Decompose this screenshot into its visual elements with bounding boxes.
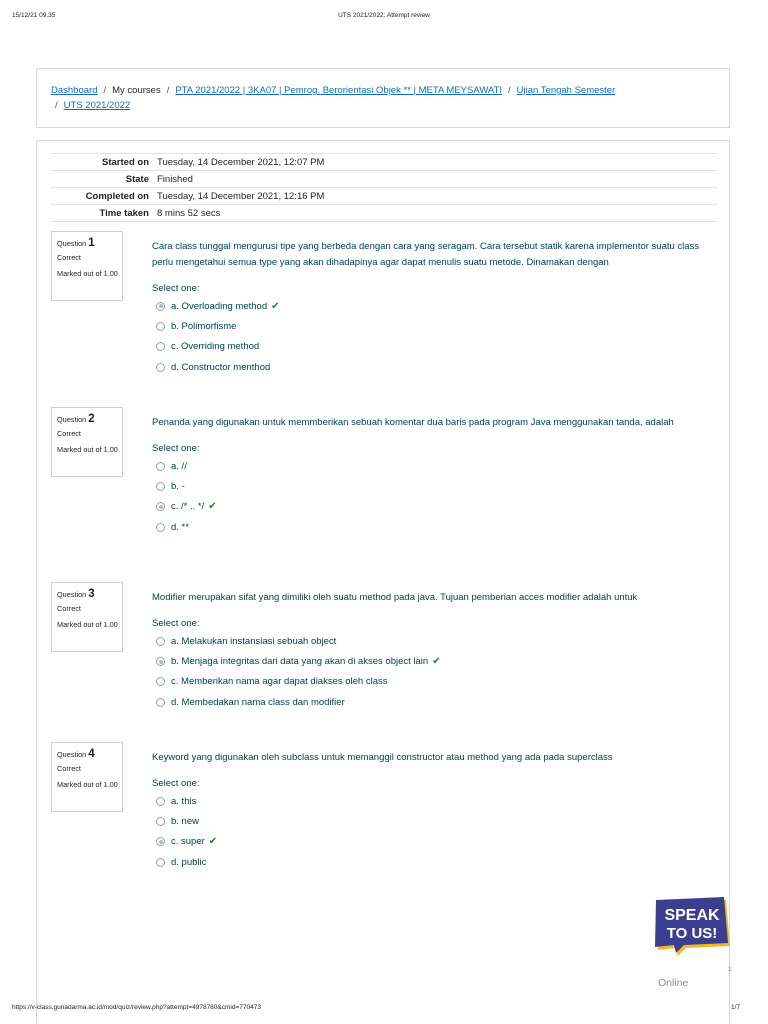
radio-button[interactable] bbox=[156, 817, 165, 826]
summary-value: Tuesday, 14 December 2021, 12:07 PM bbox=[157, 154, 717, 171]
answer-option[interactable] bbox=[152, 651, 712, 671]
breadcrumb-course[interactable]: PTA 2021/2022 | 3KA07 | Pemrog. Berorientasi Objek ** | META MEYSAWATI bbox=[175, 85, 503, 96]
attempt-summary-table bbox=[51, 153, 717, 222]
speak-to-us-badge[interactable] bbox=[652, 896, 732, 958]
radio-button[interactable] bbox=[156, 502, 165, 511]
answer-label: d. ** bbox=[171, 521, 189, 533]
badge-line-1: SPEAK bbox=[664, 907, 720, 924]
question-number-value: 3 bbox=[88, 588, 95, 600]
question-number bbox=[57, 589, 118, 600]
answer-label: a. this bbox=[171, 795, 197, 807]
question-content bbox=[152, 590, 712, 713]
radio-button[interactable] bbox=[156, 677, 165, 686]
summary-label: Started on bbox=[51, 154, 157, 171]
summary-label: State bbox=[51, 171, 157, 188]
summary-row bbox=[51, 171, 717, 188]
radio-button[interactable] bbox=[156, 322, 165, 331]
answer-option[interactable] bbox=[152, 497, 712, 517]
radio-button[interactable] bbox=[156, 797, 165, 806]
summary-row bbox=[51, 205, 717, 222]
question-status: Correct bbox=[57, 764, 81, 773]
question-text: Modifier merupakan sifat yang dimiliki oleh suatu method pada java. Tujuan pemberian acces modifier adalah untuk bbox=[152, 592, 638, 603]
breadcrumb-separator: / bbox=[508, 85, 511, 96]
summary-label: Completed on bbox=[51, 188, 157, 205]
radio-button[interactable] bbox=[156, 302, 165, 311]
check-icon: ✔ bbox=[208, 836, 218, 848]
question-number-value: 1 bbox=[88, 237, 95, 249]
question-info bbox=[51, 582, 123, 652]
summary-row bbox=[51, 188, 717, 205]
answer-label: a. Overloading method bbox=[171, 300, 268, 312]
breadcrumb-section[interactable]: Ujian Tengah Semester bbox=[516, 85, 616, 96]
radio-button[interactable] bbox=[156, 637, 165, 646]
answer-option[interactable] bbox=[152, 357, 712, 377]
check-icon: ✔ bbox=[208, 501, 217, 513]
select-one-label: Select one: bbox=[152, 443, 200, 454]
answer-option[interactable] bbox=[152, 791, 712, 811]
answer-option[interactable] bbox=[152, 337, 712, 357]
summary-row bbox=[51, 154, 717, 171]
check-icon: ✔ bbox=[271, 300, 280, 312]
answer-list bbox=[152, 631, 712, 713]
answer-label: c. super bbox=[171, 836, 205, 848]
question-status: Correct bbox=[57, 604, 81, 613]
answer-label: d. Membedakan nama class dan modifier bbox=[171, 696, 345, 708]
answer-label: b. - bbox=[171, 481, 185, 493]
select-one-label: Select one: bbox=[152, 618, 200, 629]
radio-button[interactable] bbox=[156, 462, 165, 471]
radio-button[interactable] bbox=[156, 858, 165, 867]
answer-option[interactable] bbox=[152, 692, 712, 712]
answer-label: c. Overriding method bbox=[171, 341, 260, 353]
summary-value: Tuesday, 14 December 2021, 12:16 PM bbox=[157, 188, 717, 205]
question-label: Question bbox=[57, 750, 87, 759]
answer-label: d. public bbox=[171, 856, 207, 868]
answer-label: b. new bbox=[171, 816, 199, 828]
radio-button[interactable] bbox=[156, 657, 165, 666]
summary-label: Time taken bbox=[51, 205, 157, 222]
question-number-value: 2 bbox=[88, 413, 95, 425]
summary-value: Finished bbox=[157, 171, 717, 188]
question-number bbox=[57, 749, 118, 760]
breadcrumb-separator: / bbox=[103, 85, 107, 96]
print-datetime: 15/12/21 09.35 bbox=[12, 12, 56, 19]
breadcrumb-separator: / bbox=[166, 85, 170, 96]
breadcrumb-my-courses: My courses bbox=[112, 85, 161, 96]
radio-button[interactable] bbox=[156, 342, 165, 351]
question-status: Correct bbox=[57, 429, 81, 438]
answer-label: a. // bbox=[171, 460, 187, 472]
question-text: Keyword yang digunakan oleh subclass untuk memanggil constructor atau method yang ada pada superclass bbox=[152, 752, 613, 763]
answer-option[interactable] bbox=[152, 456, 712, 476]
answer-option[interactable] bbox=[152, 476, 712, 496]
question-info bbox=[51, 231, 123, 301]
question-number bbox=[57, 414, 118, 425]
radio-button[interactable] bbox=[156, 698, 165, 707]
question-info bbox=[51, 742, 123, 812]
breadcrumb bbox=[36, 68, 730, 128]
radio-button[interactable] bbox=[156, 363, 165, 372]
radio-button[interactable] bbox=[156, 482, 165, 491]
answer-list bbox=[152, 456, 712, 538]
question-marks: Marked out of 1.00 bbox=[57, 780, 118, 789]
radio-button[interactable] bbox=[156, 837, 165, 846]
question-text: Penanda yang digunakan untuk memmberikan sebuah komentar dua baris pada program Java menggunakan tanda, adalah bbox=[152, 417, 674, 428]
page-number: 1 bbox=[728, 966, 732, 973]
breadcrumb-dashboard[interactable]: Dashboard bbox=[51, 85, 98, 96]
question-status: Correct bbox=[57, 253, 81, 262]
question-text: Cara class tunggal mengurusi tipe yang berbeda dengan cara yang seragam. Cara tersebut statik karena implementor suatu class perlu mengetahui semua type yang akan dihadapinya agar dapat menulis suatu metode. Dinamakan dengan bbox=[152, 241, 700, 268]
question-number-value: 4 bbox=[88, 748, 95, 760]
answer-label: b. Menjaga integritas dari data yang akan di akses object lain bbox=[171, 656, 429, 668]
answer-option[interactable] bbox=[152, 296, 712, 316]
answer-label: d. Constructor menthod bbox=[171, 361, 271, 373]
answer-label: c. /* .. */ bbox=[171, 501, 205, 513]
print-url: https://v-class.gunadarma.ac.id/mod/quiz/review.php?attempt=4978780&cmid=770473 bbox=[12, 1004, 261, 1011]
breadcrumb-quiz[interactable]: UTS 2021/2022 bbox=[63, 100, 131, 111]
question-number bbox=[57, 238, 118, 249]
answer-list bbox=[152, 296, 712, 378]
answer-label: a. Melakukan instansiasi sebuah object bbox=[171, 635, 337, 647]
question-label: Question bbox=[57, 590, 87, 599]
summary-value: 8 mins 52 secs bbox=[157, 205, 717, 222]
speak-bubble-icon bbox=[652, 896, 732, 958]
answer-option[interactable] bbox=[152, 631, 712, 651]
question-marks: Marked out of 1.00 bbox=[57, 620, 118, 629]
answer-option[interactable] bbox=[152, 517, 712, 537]
question-label: Question bbox=[57, 239, 87, 248]
question-label: Question bbox=[57, 415, 87, 424]
breadcrumb-separator: / bbox=[55, 100, 58, 111]
select-one-label: Select one: bbox=[152, 283, 200, 294]
answer-option[interactable] bbox=[152, 672, 712, 692]
online-status: Online bbox=[658, 977, 689, 989]
answer-option[interactable] bbox=[152, 832, 712, 852]
attempt-review bbox=[36, 140, 730, 1024]
question-info bbox=[51, 407, 123, 477]
print-page-title: UTS 2021/2022: Attempt review bbox=[338, 12, 430, 19]
question-content bbox=[152, 750, 712, 873]
answer-option[interactable] bbox=[152, 316, 712, 336]
print-page-count: 1/7 bbox=[730, 1004, 740, 1011]
question-content bbox=[152, 239, 712, 378]
radio-button[interactable] bbox=[156, 523, 165, 532]
select-one-label: Select one: bbox=[152, 778, 200, 789]
answer-option[interactable] bbox=[152, 852, 712, 872]
check-icon: ✔ bbox=[432, 656, 441, 668]
badge-line-2: TO US! bbox=[666, 925, 718, 942]
answer-option[interactable] bbox=[152, 811, 712, 831]
answer-label: c. Memberikan nama agar dapat diakses oleh class bbox=[171, 676, 388, 688]
question-content bbox=[152, 415, 712, 538]
answer-list bbox=[152, 791, 712, 873]
answer-label: b. Polimorfisme bbox=[171, 321, 237, 333]
question-marks: Marked out of 1.00 bbox=[57, 445, 118, 454]
question-marks: Marked out of 1.00 bbox=[57, 269, 118, 278]
